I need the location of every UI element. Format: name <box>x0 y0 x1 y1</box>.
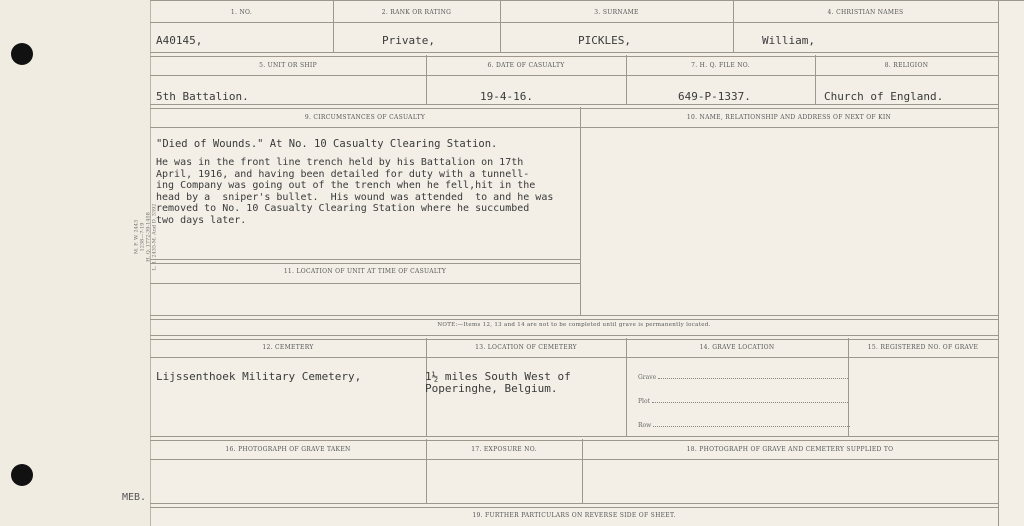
next-of-kin-label: 10. NAME, RELATIONSHIP AND ADDRESS OF NEXT OF KIN <box>686 114 892 121</box>
surname-label: 3. SURNAME <box>594 9 639 16</box>
surname-value: PICKLES, <box>578 34 631 47</box>
rank-label: 2. RANK OR RATING <box>381 9 452 16</box>
christian-names-label: 4. CHRISTIAN NAMES <box>827 9 904 16</box>
cemetery-location-line1: 1½ miles South West of <box>425 370 571 383</box>
file-label: 7. H. Q. FILE NO. <box>691 62 750 69</box>
date-of-casualty: 19-4-16. <box>480 90 533 103</box>
cemetery-label: 12. CEMETERY <box>262 344 314 351</box>
circumstances-text: He was in the front line trench held by his Battalion on 17th April, 1916, and having been detailed for duty with a tunnell- ing Company was going out of the trench when he fell,hit in the head by a sniper's bullet. His wound was attended to and he was removed to No. 10 Casualty Clearing Station where he succumbed two days later. <box>156 157 554 226</box>
grave-location-label: 14. GRAVE LOCATION <box>699 344 775 351</box>
row-field: Row <box>638 422 850 429</box>
no-label: 1. NO. <box>230 9 253 16</box>
photograph-taken-label: 16. PHOTOGRAPH OF GRAVE TAKEN <box>225 446 351 453</box>
exposure-number-label: 17. EXPOSURE NO. <box>471 446 537 453</box>
form-identifiers: M. F. W. 2443 1238—7-19 H. Q. 1772-39-1458 L. 1. 2435-M. And D. 3392 <box>133 203 158 271</box>
religion-label: 8. RELIGION <box>884 62 929 69</box>
registered-number-label: 15. REGISTERED NO. OF GRAVE <box>867 344 979 351</box>
location-of-cemetery-label: 13. LOCATION OF CEMETERY <box>475 344 577 351</box>
cemetery-value: Lijssenthoek Military Cemetery, <box>156 370 362 383</box>
grave-field: Grave <box>638 374 848 381</box>
left-margin <box>0 0 158 526</box>
regimental-number: A40145, <box>156 34 203 47</box>
corner-code: MEB. <box>122 492 147 503</box>
casualty-form <box>150 0 1024 526</box>
plot-field: Plot <box>638 398 848 405</box>
circumstances-heading: "Died of Wounds." At No. 10 Casualty Clearing Station. <box>156 138 498 150</box>
date-label: 6. DATE OF CASUALTY <box>487 62 565 69</box>
unit-label: 5. UNIT OR SHIP <box>259 62 317 69</box>
hq-file-number: 649-P-1337. <box>678 90 751 103</box>
circumstances-label: 9. CIRCUMSTANCES OF CASUALTY <box>304 114 426 121</box>
christian-names-value: William, <box>762 34 815 47</box>
location-of-unit-label: 11. LOCATION OF UNIT AT TIME OF CASUALTY <box>283 268 447 275</box>
religion-value: Church of England. <box>824 90 944 103</box>
punch-hole-top <box>11 43 33 65</box>
punch-hole-bottom <box>11 464 33 486</box>
unit-value: 5th Battalion. <box>156 90 249 103</box>
photograph-supplied-label: 18. PHOTOGRAPH OF GRAVE AND CEMETERY SUPPLIED TO <box>686 446 894 453</box>
note-text: NOTE:—Items 12, 13 and 14 are not to be completed until grave is permanently located. <box>437 322 711 328</box>
rank-value: Private, <box>382 34 435 47</box>
footer-note: 19. FURTHER PARTICULARS ON REVERSE SIDE OF SHEET. <box>472 512 676 519</box>
cemetery-location-line2: Poperinghe, Belgium. <box>425 382 558 395</box>
